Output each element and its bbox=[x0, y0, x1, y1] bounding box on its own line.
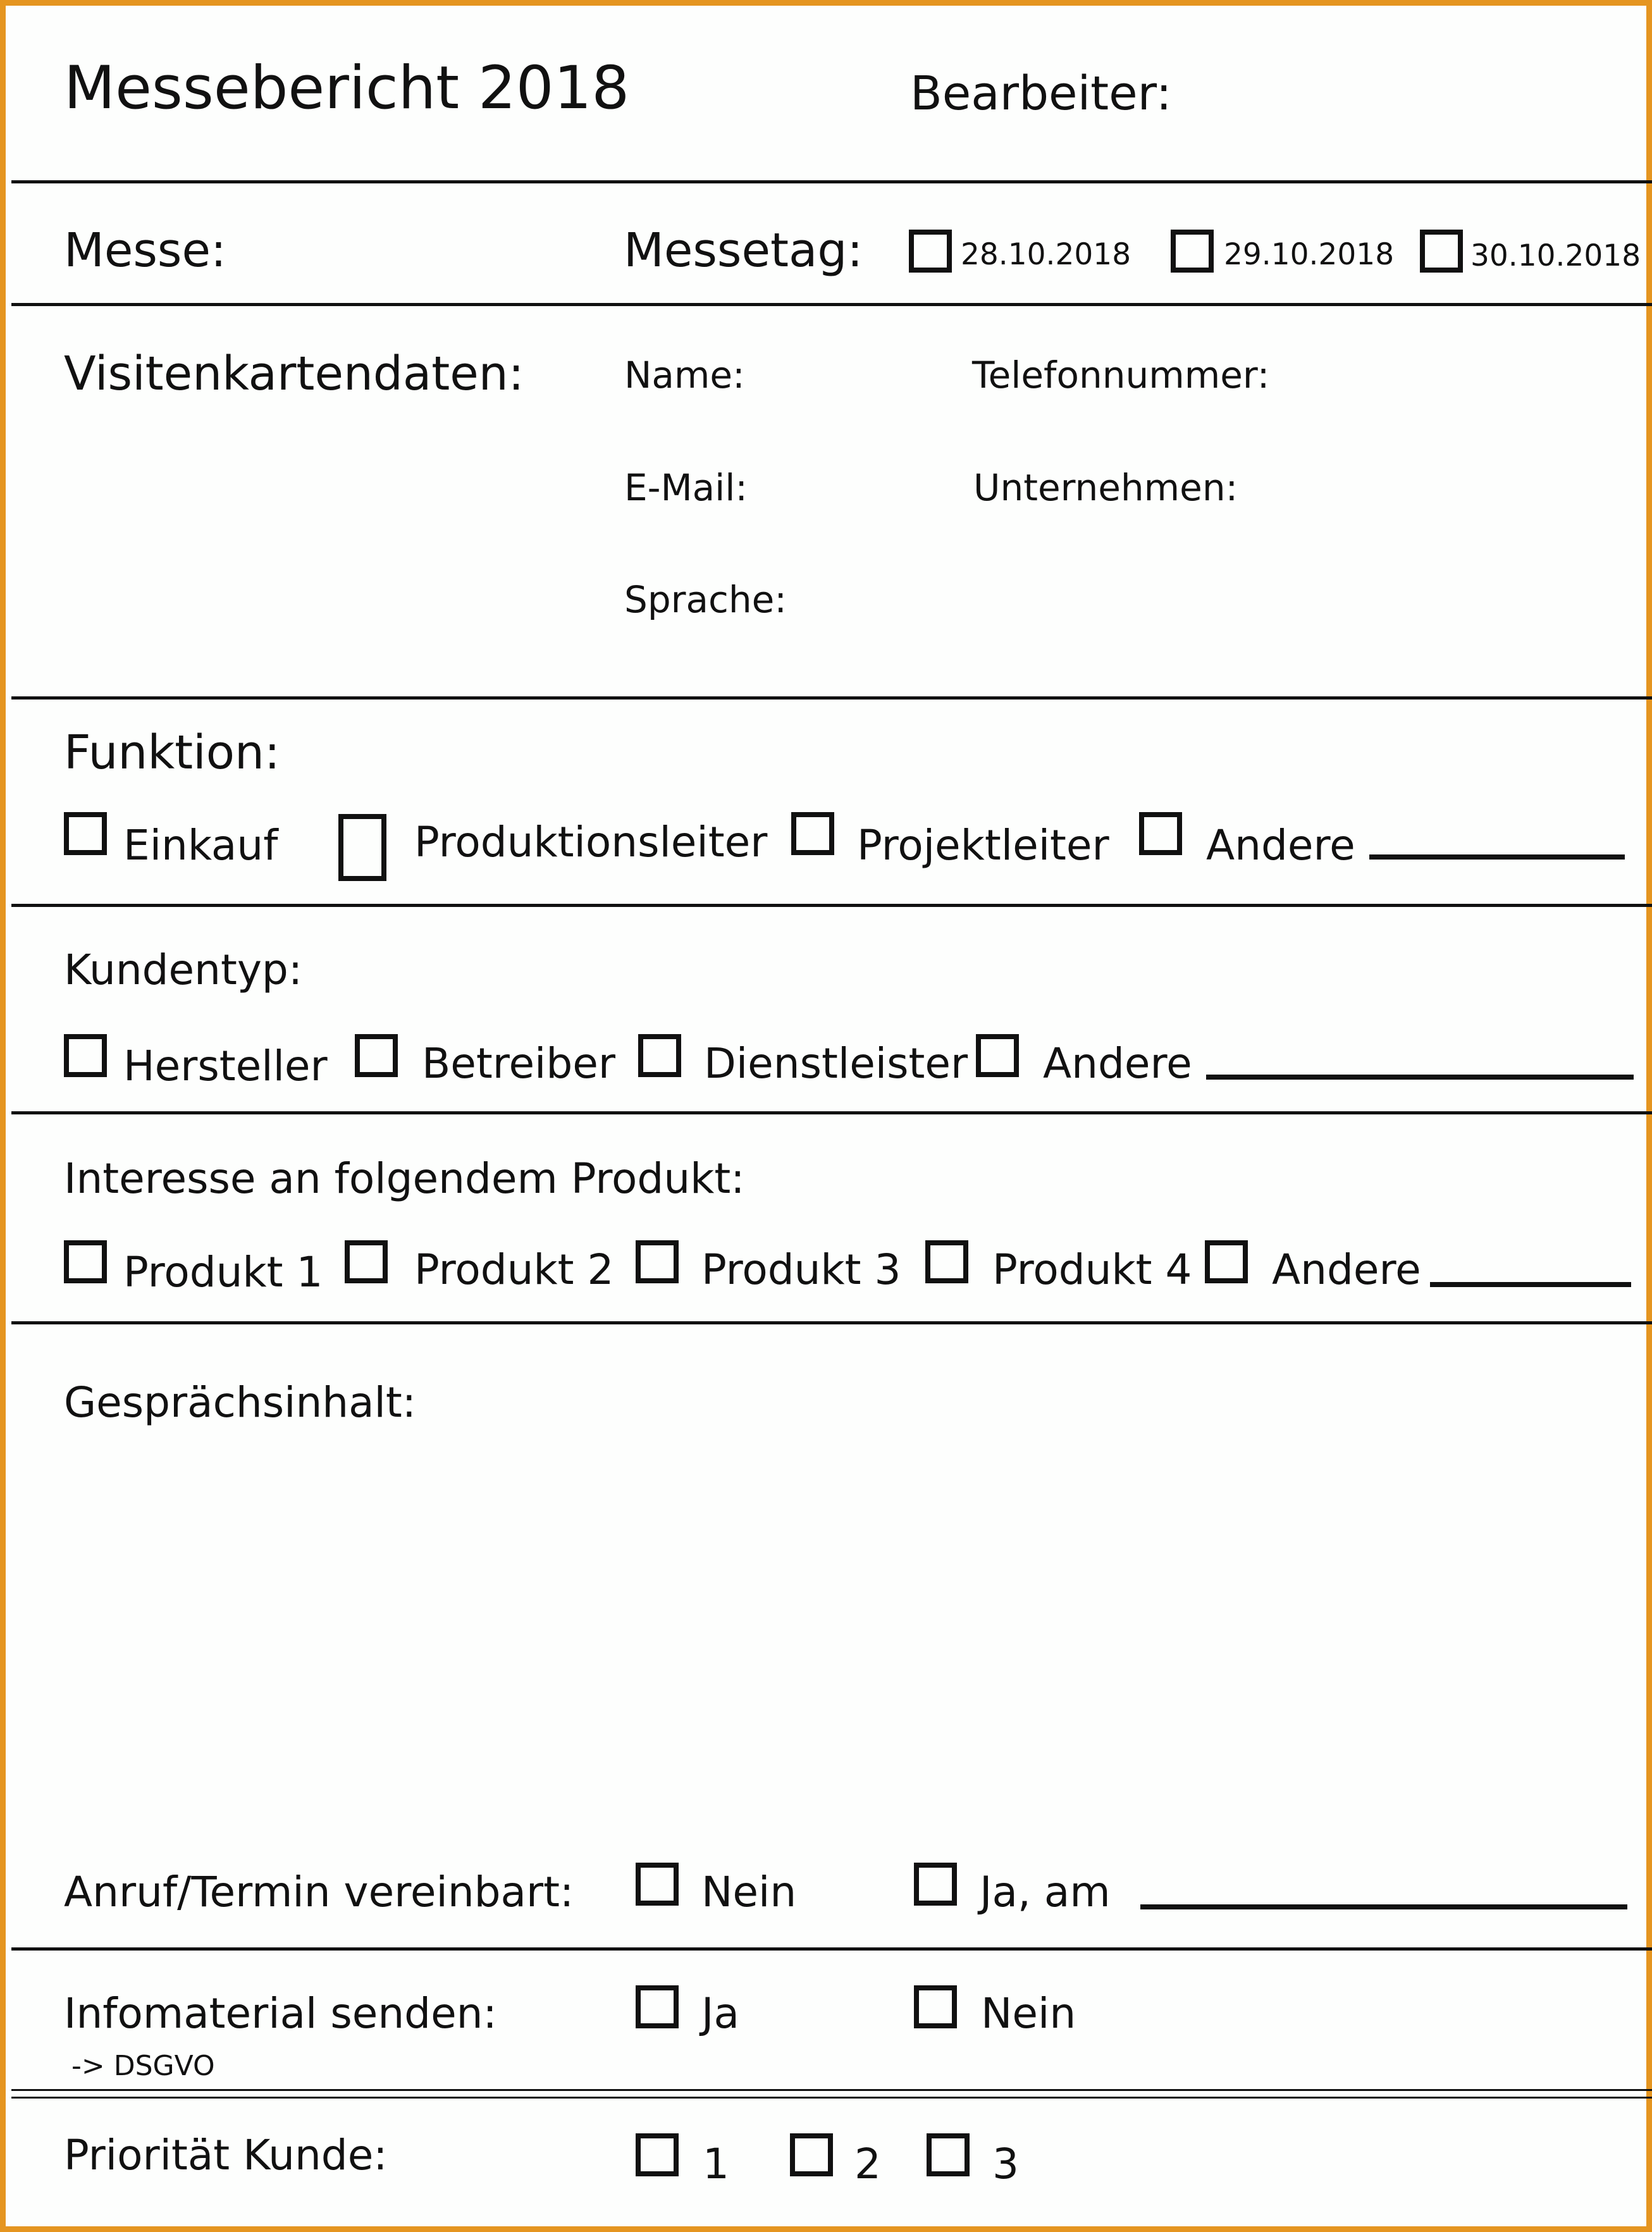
product-interest-label: Interesse an folgendem Produkt: bbox=[64, 1154, 745, 1203]
editor-label: Bearbeiter: bbox=[910, 66, 1172, 121]
product-2-label: Produkt 2 bbox=[414, 1245, 614, 1294]
info-material-label: Infomaterial senden: bbox=[64, 1989, 497, 2038]
appointment-yes-checkbox[interactable] bbox=[914, 1863, 957, 1906]
customer-other-checkbox[interactable] bbox=[976, 1034, 1019, 1077]
appointment-yes-label: Ja, am bbox=[980, 1868, 1111, 1916]
day-1-label: 28.10.2018 bbox=[961, 237, 1131, 272]
appointment-no-label: Nein bbox=[701, 1868, 797, 1916]
product-1-label: Produkt 1 bbox=[123, 1248, 323, 1297]
function-other-label: Andere bbox=[1206, 821, 1355, 870]
email-label: E-Mail: bbox=[624, 466, 748, 509]
day-1-checkbox[interactable] bbox=[909, 230, 952, 273]
phone-label: Telefonnummer: bbox=[972, 354, 1270, 397]
language-label: Sprache: bbox=[624, 578, 787, 621]
info-yes-checkbox[interactable] bbox=[636, 1985, 679, 2028]
priority-1-label: 1 bbox=[703, 2140, 729, 2188]
customer-operator-label: Betreiber bbox=[422, 1039, 616, 1088]
appointment-date-input-line[interactable] bbox=[1140, 1904, 1627, 1909]
product-4-label: Produkt 4 bbox=[992, 1245, 1192, 1294]
fair-day-label: Messetag: bbox=[624, 223, 863, 278]
priority-3-label: 3 bbox=[992, 2140, 1019, 2188]
function-production-manager-checkbox[interactable] bbox=[338, 814, 386, 881]
priority-2-label: 2 bbox=[854, 2140, 881, 2188]
divider bbox=[11, 2097, 1652, 2099]
day-3-label: 30.10.2018 bbox=[1470, 238, 1641, 273]
customer-manufacturer-label: Hersteller bbox=[123, 1042, 328, 1090]
conversation-notes-area[interactable] bbox=[64, 1441, 1632, 1821]
divider bbox=[11, 2089, 1652, 2091]
product-2-checkbox[interactable] bbox=[345, 1240, 388, 1283]
customer-service-provider-checkbox[interactable] bbox=[638, 1034, 681, 1077]
customer-operator-checkbox[interactable] bbox=[355, 1034, 398, 1077]
customer-service-provider-label: Dienstleister bbox=[704, 1039, 968, 1088]
customer-manufacturer-checkbox[interactable] bbox=[64, 1034, 107, 1077]
product-other-label: Andere bbox=[1272, 1245, 1421, 1294]
customer-other-label: Andere bbox=[1043, 1039, 1192, 1088]
product-1-checkbox[interactable] bbox=[64, 1240, 107, 1283]
divider bbox=[11, 696, 1652, 700]
product-other-input-line[interactable] bbox=[1430, 1282, 1631, 1287]
product-3-label: Produkt 3 bbox=[701, 1245, 901, 1294]
info-no-label: Nein bbox=[981, 1989, 1076, 2038]
fair-label: Messe: bbox=[64, 223, 226, 278]
day-3-checkbox[interactable] bbox=[1420, 230, 1463, 273]
business-card-label: Visitenkartendaten: bbox=[64, 347, 524, 401]
divider bbox=[11, 1947, 1652, 1951]
priority-label: Priorität Kunde: bbox=[64, 2131, 388, 2180]
company-label: Unternehmen: bbox=[973, 466, 1238, 509]
priority-2-checkbox[interactable] bbox=[790, 2133, 833, 2176]
name-label: Name: bbox=[624, 354, 745, 397]
divider bbox=[11, 904, 1652, 907]
day-2-label: 29.10.2018 bbox=[1224, 237, 1395, 272]
customer-other-input-line[interactable] bbox=[1206, 1075, 1634, 1080]
appointment-label: Anruf/Termin vereinbart: bbox=[64, 1868, 574, 1916]
function-project-manager-checkbox[interactable] bbox=[791, 812, 834, 855]
divider bbox=[11, 180, 1652, 183]
conversation-label: Gesprächsinhalt: bbox=[64, 1378, 417, 1427]
product-other-checkbox[interactable] bbox=[1205, 1240, 1248, 1283]
product-3-checkbox[interactable] bbox=[636, 1240, 679, 1283]
gdpr-note: -> DSGVO bbox=[71, 2050, 215, 2082]
customer-type-label: Kundentyp: bbox=[64, 946, 303, 994]
divider bbox=[11, 303, 1652, 306]
priority-1-checkbox[interactable] bbox=[636, 2133, 679, 2176]
product-4-checkbox[interactable] bbox=[925, 1240, 968, 1283]
day-2-checkbox[interactable] bbox=[1171, 230, 1214, 273]
function-production-manager-label: Produktionsleiter bbox=[414, 818, 768, 866]
function-other-input-line[interactable] bbox=[1369, 854, 1625, 860]
function-project-manager-label: Projektleiter bbox=[857, 821, 1109, 870]
function-other-checkbox[interactable] bbox=[1139, 812, 1182, 855]
function-purchasing-checkbox[interactable] bbox=[64, 812, 107, 855]
priority-3-checkbox[interactable] bbox=[927, 2133, 970, 2176]
function-label: Funktion: bbox=[64, 725, 280, 780]
divider bbox=[11, 1321, 1652, 1324]
info-yes-label: Ja bbox=[701, 1989, 739, 2038]
function-purchasing-label: Einkauf bbox=[123, 821, 278, 870]
form-title: Messebericht 2018 bbox=[64, 54, 630, 123]
divider bbox=[11, 1111, 1652, 1114]
appointment-no-checkbox[interactable] bbox=[636, 1863, 679, 1906]
info-no-checkbox[interactable] bbox=[914, 1985, 957, 2028]
